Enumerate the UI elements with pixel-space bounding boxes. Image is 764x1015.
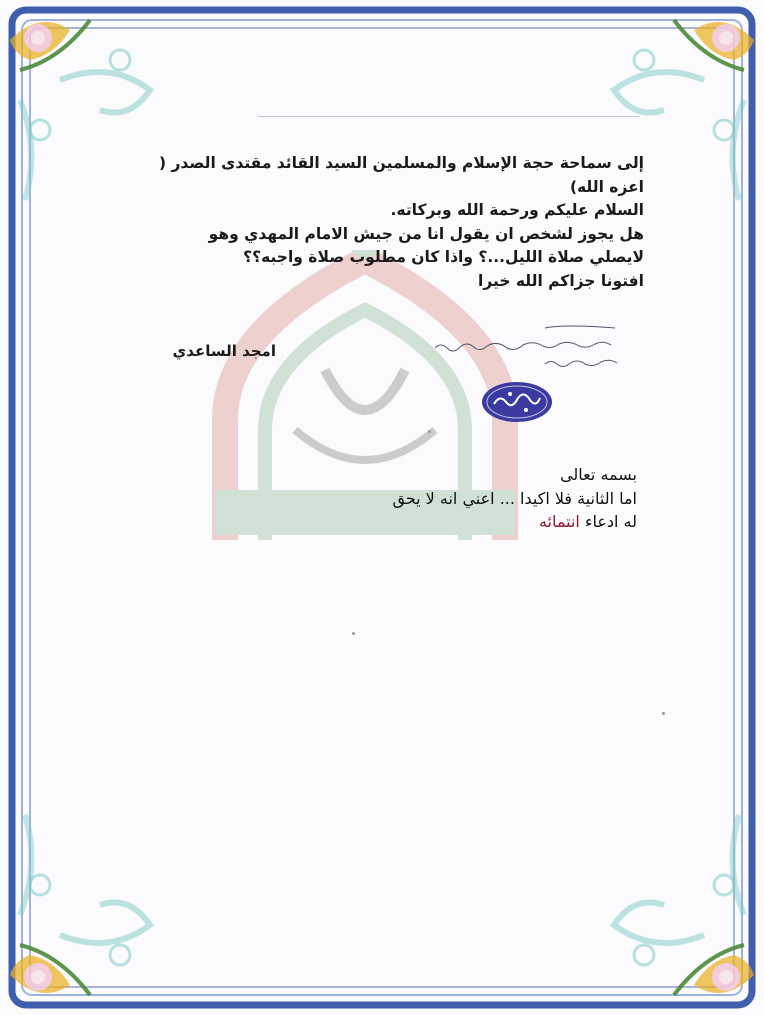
speck [352, 632, 355, 635]
handwritten-note [425, 320, 635, 375]
speck [428, 430, 431, 433]
stamp-seal [480, 380, 554, 424]
question-line: هل يجوز لشخص ان يقول انا من جيش الامام المهدي وهو [208, 224, 644, 243]
signature: امجد الساعدي [172, 342, 276, 360]
question-line: اعزه الله) [569, 177, 644, 196]
answer-line: بسمه تعالى [560, 465, 637, 484]
answer-line-tail: انتمائه [538, 512, 580, 531]
answer-line: اما الثانية فلا اكيدا ... اعني انه لا يحق [392, 488, 637, 508]
answer-line-main: له ادعاء [579, 512, 637, 531]
question-line: إلى سماحة حجة الإسلام والمسلمين السيد القائد مقتدى الصدر ( [159, 154, 644, 172]
question-line: السلام عليكم ورحمة الله وبركاته. [390, 201, 644, 219]
corner-ornament-bottom-right [614, 815, 754, 995]
question-line: لايصلي صلاة الليل...؟ واذا كان مطلوب صلاة واجبه؟؟ [243, 248, 644, 266]
top-rule [258, 116, 640, 117]
corner-ornament-bottom-left [10, 815, 150, 995]
answer-line [217, 510, 637, 534]
speck [662, 712, 665, 715]
answer-text [217, 463, 637, 534]
question-line: افتونا جزاكم الله خيرا [478, 271, 644, 290]
question-text [124, 152, 644, 293]
